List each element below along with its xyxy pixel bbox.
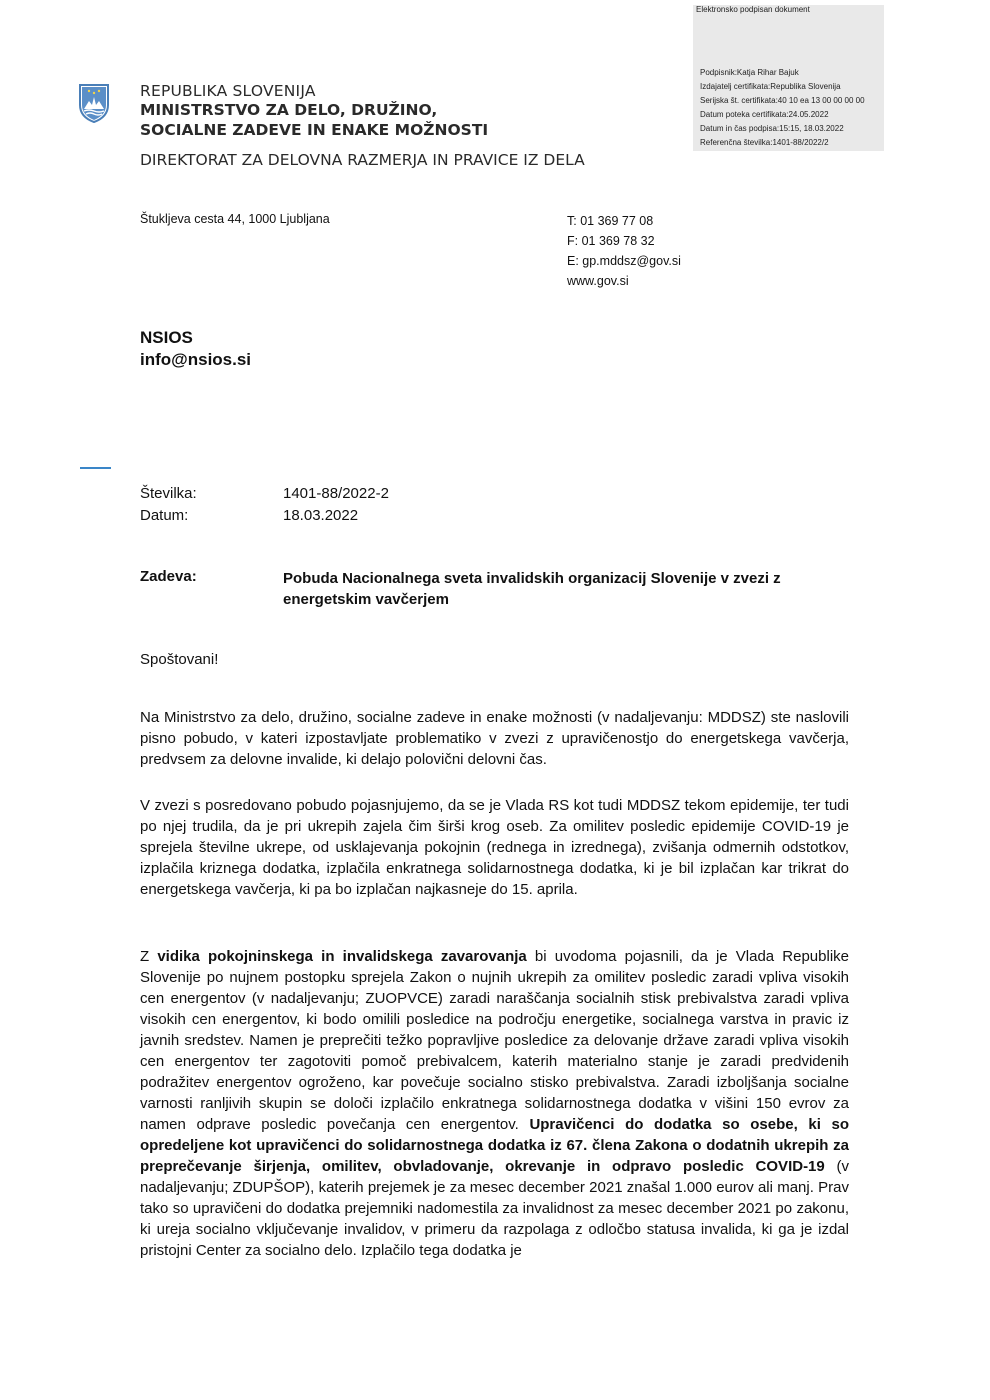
- number-label: Številka:: [140, 485, 197, 502]
- subject-label: Zadeva:: [140, 568, 197, 585]
- body-paragraph: [140, 946, 849, 1261]
- paragraph-emphasis: vidika pokojninskega in invalidskega zavarovanja: [157, 948, 527, 965]
- paragraph-emphasis: Upravičenci do dodatka so osebe, ki so opredeljene kot upravičenci do solidarnostnega dodatka iz 67. člena Zakona o dodatnih ukrepih za preprečevanje širjenja, omilitev, obvladovanje, okrevanje in odpravo posledic COVID-19: [140, 1116, 849, 1175]
- signature-line: Datum in čas podpisa:15:15, 18.03.2022: [700, 123, 844, 133]
- coat-of-arms-icon: [78, 83, 110, 123]
- subject-text: Pobuda Nacionalnega sveta invalidskih organizacij Slovenije v zvezi z energetskim vavčerjem: [283, 570, 781, 608]
- paragraph-text: bi uvodoma pojasnili, da je Vlada Republike Slovenije po nujnem postopku sprejela Zakon o nujnih ukrepih za omilitev posledic zaradi vpliva visokih cen energentov (v nadaljevanju; ZUOPVCE) zaradi naraščanja socialnih stisk prebivalstva zaradi vpliva visokih cen energentov, ki bodo omilili posledice na področju energetike, socialnega varstva in pravic iz javnih sredstev. Namen je preprečiti težko popravljive posledice za delovanje države zaradi vpliva visokih cen energentov ter zagotoviti pomoč prebivalcem, katerih materialno stanje je zaradi predvidenih podražitev energentov ogroženo, kar povečuje socialno stisko prebivalstva. Zaradi izboljšanja socialne varnosti ranljivih skupin se določi izplačilo enkratnega solidarnostnega dodatka v višini 150 evrov za namen odprave posledic povečanja cen energentov.: [140, 948, 849, 1133]
- signature-line: Referenčna številka:1401-88/2022/2: [700, 137, 829, 147]
- fold-mark: [80, 467, 111, 469]
- paragraph-text: (v nadaljevanju; ZDUPŠOP), katerih prejemek je za mesec december 2021 znašal 1.000 eurov ali manj. Prav tako so upravičeni do dodatka prejemniki nadomestila za invalidnost za mesec december 2021 po zakonu, ki ureja socialno vključevanje invalidov, v primeru da razpolaga z odločbo statusa invalida, ki ga je izdal pristojni Center za socialno delo. Izplačilo tega dodatka je: [140, 1158, 849, 1259]
- paragraph-text: Z: [140, 948, 158, 965]
- recipient-name: NSIOS: [140, 328, 193, 347]
- sender-address: Štukljeva cesta 44, 1000 Ljubljana: [140, 212, 330, 226]
- contact-email[interactable]: E: gp.mddsz@gov.si: [567, 254, 681, 268]
- number-value: 1401-88/2022-2: [283, 485, 389, 502]
- document-meta: [140, 483, 389, 527]
- date-label: Datum:: [140, 507, 189, 524]
- contact-web[interactable]: www.gov.si: [567, 274, 629, 288]
- header-directorate: DIREKTORAT ZA DELOVNA RAZMERJA IN PRAVICE IZ DELA: [140, 151, 585, 169]
- contact-phone: T: 01 369 77 08: [567, 214, 654, 228]
- greeting: Spoštovani!: [140, 651, 219, 668]
- signature-details: [700, 66, 865, 149]
- header-ministry: MINISTRSTVO ZA DELO, DRUŽINO,: [140, 101, 438, 119]
- signature-line: Serijska št. certifikata:40 10 ea 13 00 00 00 00: [700, 95, 865, 105]
- contact-fax: F: 01 369 78 32: [567, 234, 655, 248]
- signature-title: Elektronsko podpisan dokument: [696, 5, 810, 14]
- signature-line: Izdajatelj certifikata:Republika Slovenija: [700, 81, 841, 91]
- body-paragraph: V zvezi s posredovano pobudo pojasnjujemo, da se je Vlada RS kot tudi MDDSZ tekom epidemije, ter tudi po njej trudila, da je pri ukrepih zajela čim širši krog oseb. Za omilitev posledic epidemije COVID-19 je sprejela številne ukrepe, od usklajevanja pokojnin (rednega in izrednega), zvišanja odmernih odstotkov, izplačila kriznega dodatka, izplačila enkratnega solidarnostnega dodatka, ki je bil izplačan kar trikrat do energetskega vavčerja, ki pa bo izplačan najkasneje do 15. aprila.: [140, 797, 849, 898]
- contact-block: [567, 211, 681, 291]
- body-paragraph: Na Ministrstvo za delo, družino, socialne zadeve in enake možnosti (v nadaljevanju: MDDSZ) ste naslovili pisno pobudo, v kateri izpostavljate problematiko v zvezi z upravičenostjo do energetskega vavčerja, predvsem za delovne invalide, ki delajo polovični delovni čas.: [140, 709, 849, 768]
- signature-line: Datum poteka certifikata:24.05.2022: [700, 109, 829, 119]
- header-ministry-cont: SOCIALNE ZADEVE IN ENAKE MOŽNOSTI: [140, 121, 489, 139]
- recipient-email[interactable]: info@nsios.si: [140, 350, 252, 369]
- header-country: REPUBLIKA SLOVENIJA: [140, 82, 316, 100]
- recipient-block: [140, 327, 251, 371]
- date-value: 18.03.2022: [283, 507, 359, 524]
- signature-line: Podpisnik:Katja Rihar Bajuk: [700, 68, 799, 77]
